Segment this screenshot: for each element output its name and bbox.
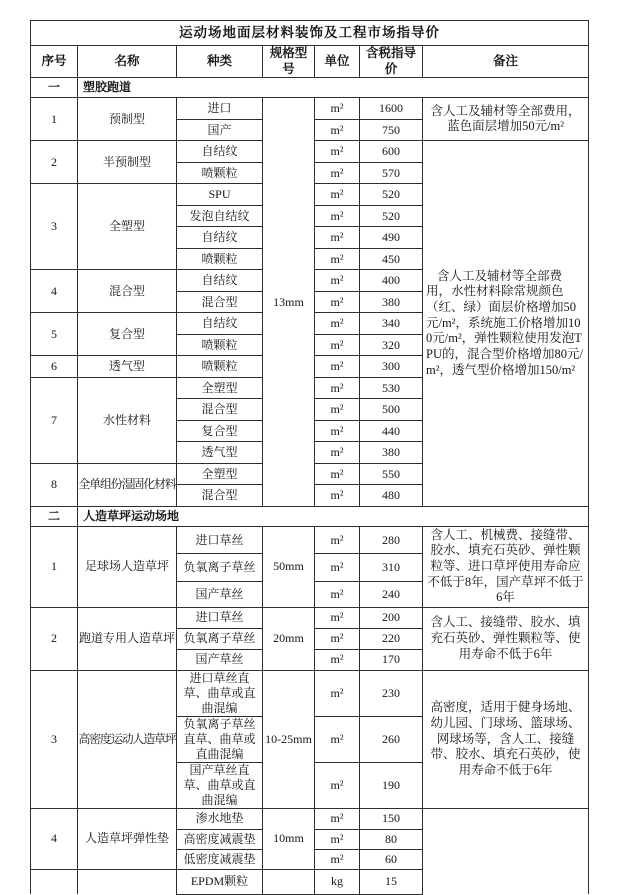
cell-no: 8 [31,463,78,506]
cell-type: 透气型 [177,442,263,464]
cell-type: 自结纹 [177,141,263,163]
cell-remark: 含人工、机械费、接缝带、胶水、填充石英砂、弹性颗粒等、进口草坪使用寿命应不低于8年，国产草坪不低于6年 [423,526,589,607]
cell-name: 全塑型 [78,184,177,270]
cell-price: 440 [360,420,423,442]
cell-type: 自结纹 [177,313,263,335]
pricing-document-sheet [30,20,589,895]
section-index: 一 [31,78,78,98]
cell-no: 4 [31,808,78,869]
cell-unit: m² [315,442,360,464]
cell-unit: m² [315,554,360,582]
pricing-table [30,20,589,895]
cell-unit: m² [315,98,360,120]
cell-no: 1 [31,98,78,141]
cell-no: 2 [31,141,78,184]
cell-no: 3 [31,670,78,808]
cell-unit: m² [315,420,360,442]
cell-unit: m² [315,582,360,608]
cell-price: 520 [360,205,423,227]
cell-unit: m² [315,829,360,849]
cell-price: 550 [360,463,423,485]
cell-unit: m² [315,808,360,829]
cell-name: 人造草坪弹性垫 [78,808,177,869]
cell-type: 国产草丝直草、曲草或直曲混编 [177,762,263,808]
cell-unit: m² [315,463,360,485]
column-header-unit: 单位 [315,46,360,78]
cell-type: 混合型 [177,485,263,507]
table-row [31,808,589,829]
cell-no: 7 [31,377,78,463]
table-row [31,46,589,78]
cell-price: 15 [360,869,423,894]
page-title: 运动场地面层材料装饰及工程市场指导价 [31,21,589,46]
cell-name: 水性材料 [78,377,177,463]
cell-price: 400 [360,270,423,292]
cell-unit: m² [315,334,360,356]
cell-type: 复合型 [177,420,263,442]
cell-price: 380 [360,291,423,313]
cell-remark: 含人工、接缝带、胶水、填充石英砂、弹性颗粒等、使用寿命不低于6年 [423,607,589,670]
cell-remark: 高密度，适用于健身场地、幼儿园、门球场、篮球场、网球场等，含人工、接缝带、胶水、填充石英砂，使用寿命不低于6年 [423,670,589,808]
cell-unit: m² [315,356,360,378]
cell-type: 低密度减震垫 [177,849,263,869]
cell-price: 750 [360,119,423,141]
cell-price: 530 [360,377,423,399]
cell-price: 150 [360,808,423,829]
cell-price: 600 [360,141,423,163]
cell-type: 喷颗粒 [177,162,263,184]
cell-price: 230 [360,670,423,716]
cell-spec: 20mm [263,607,315,670]
cell-unit: m² [315,205,360,227]
cell-name: 跑道专用人造草坪 [78,607,177,670]
cell-name [78,869,177,894]
cell-type: 发泡自结纹 [177,205,263,227]
section-title: 塑胶跑道 [78,78,589,98]
cell-price: 490 [360,227,423,249]
cell-type: 国产草丝 [177,649,263,670]
column-header-price: 含税指导价 [360,46,423,78]
table-row [31,506,589,526]
cell-type: 进口 [177,98,263,120]
cell-price: 80 [360,829,423,849]
cell-price: 570 [360,162,423,184]
cell-name: 高密度运动人造草坪 [78,670,177,808]
cell-price: 280 [360,526,423,554]
column-header-name: 名称 [78,46,177,78]
section-title: 人造草坪运动场地 [78,506,589,526]
cell-type: 全塑型 [177,377,263,399]
cell-type: SPU [177,184,263,206]
cell-unit: m² [315,313,360,335]
cell-unit: m² [315,377,360,399]
cell-price: 310 [360,554,423,582]
cell-type: 负氧离子草丝 [177,554,263,582]
cell-spec [263,869,315,894]
table-row [31,526,589,554]
cell-unit: m² [315,227,360,249]
cell-name: 全单组份湿固化材料 [78,463,177,506]
cell-price: 260 [360,716,423,762]
cell-unit: m² [315,162,360,184]
cell-type: 国产草丝 [177,582,263,608]
section-index: 二 [31,506,78,526]
cell-spec: 50mm [263,526,315,607]
cell-no: 1 [31,526,78,607]
cell-type: 混合型 [177,399,263,421]
cell-no: 5 [31,313,78,356]
cell-price: 200 [360,607,423,628]
cell-unit: m² [315,119,360,141]
cell-price: 300 [360,356,423,378]
cell-price: 480 [360,485,423,507]
column-header-no: 序号 [31,46,78,78]
cell-type: 负氧离子草丝 [177,628,263,649]
cell-price: 170 [360,649,423,670]
cell-name: 复合型 [78,313,177,356]
cell-unit: m² [315,628,360,649]
cell-unit: m² [315,649,360,670]
cell-unit: m² [315,270,360,292]
cell-type: 喷颗粒 [177,248,263,270]
cell-remark: 含人工及辅材等全部费用，水性材料除常规颜色（红、绿）面层价格增加50元/m²，系统施工价格增加100元/m²，弹性颗粒使用发泡TPU的，混合型价格增加80元/m²，透气型价格增加150/m² [423,141,589,507]
cell-type: 自结纹 [177,270,263,292]
cell-spec: 10-25mm [263,670,315,808]
cell-type: 进口草丝 [177,607,263,628]
cell-spec: 10mm [263,808,315,869]
cell-type: 自结纹 [177,227,263,249]
cell-unit: m² [315,849,360,869]
cell-no: 6 [31,356,78,378]
cell-no [31,869,78,894]
cell-remark: 含人工及辅材等全部费用，蓝色面层增加50元/m² [423,98,589,141]
cell-price: 340 [360,313,423,335]
table-row [31,607,589,628]
cell-remark [423,808,589,894]
column-header-type: 种类 [177,46,263,78]
cell-price: 240 [360,582,423,608]
cell-type: 负氧离子草丝直草、曲草或直曲混编 [177,716,263,762]
cell-type: EPDM颗粒 [177,869,263,894]
cell-type: 全塑型 [177,463,263,485]
table-row [31,78,589,98]
cell-price: 450 [360,248,423,270]
cell-unit: m² [315,291,360,313]
cell-type: 渗水地垫 [177,808,263,829]
cell-unit: m² [315,716,360,762]
cell-type: 国产 [177,119,263,141]
table-row [31,670,589,716]
cell-unit: kg [315,869,360,894]
cell-type: 进口草丝直草、曲草或直曲混编 [177,670,263,716]
cell-type: 高密度减震垫 [177,829,263,849]
cell-type: 混合型 [177,291,263,313]
cell-price: 320 [360,334,423,356]
cell-unit: m² [315,399,360,421]
cell-price: 60 [360,849,423,869]
cell-name: 透气型 [78,356,177,378]
cell-name: 混合型 [78,270,177,313]
cell-type: 进口草丝 [177,526,263,554]
cell-unit: m² [315,607,360,628]
cell-no: 2 [31,607,78,670]
cell-unit: m² [315,670,360,716]
cell-no: 3 [31,184,78,270]
cell-unit: m² [315,762,360,808]
cell-unit: m² [315,485,360,507]
cell-unit: m² [315,141,360,163]
cell-type: 喷颗粒 [177,334,263,356]
cell-price: 520 [360,184,423,206]
cell-price: 1600 [360,98,423,120]
cell-unit: m² [315,248,360,270]
table-row [31,98,589,120]
cell-price: 380 [360,442,423,464]
cell-price: 500 [360,399,423,421]
cell-name: 足球场人造草坪 [78,526,177,607]
cell-name: 预制型 [78,98,177,141]
cell-type: 喷颗粒 [177,356,263,378]
cell-no: 4 [31,270,78,313]
column-header-spec: 规格型号 [263,46,315,78]
cell-unit: m² [315,184,360,206]
cell-unit: m² [315,526,360,554]
column-header-remark: 备注 [423,46,589,78]
cell-name: 半预制型 [78,141,177,184]
cell-price: 190 [360,762,423,808]
cell-spec: 13mm [263,98,315,507]
cell-price: 220 [360,628,423,649]
table-row [31,21,589,46]
